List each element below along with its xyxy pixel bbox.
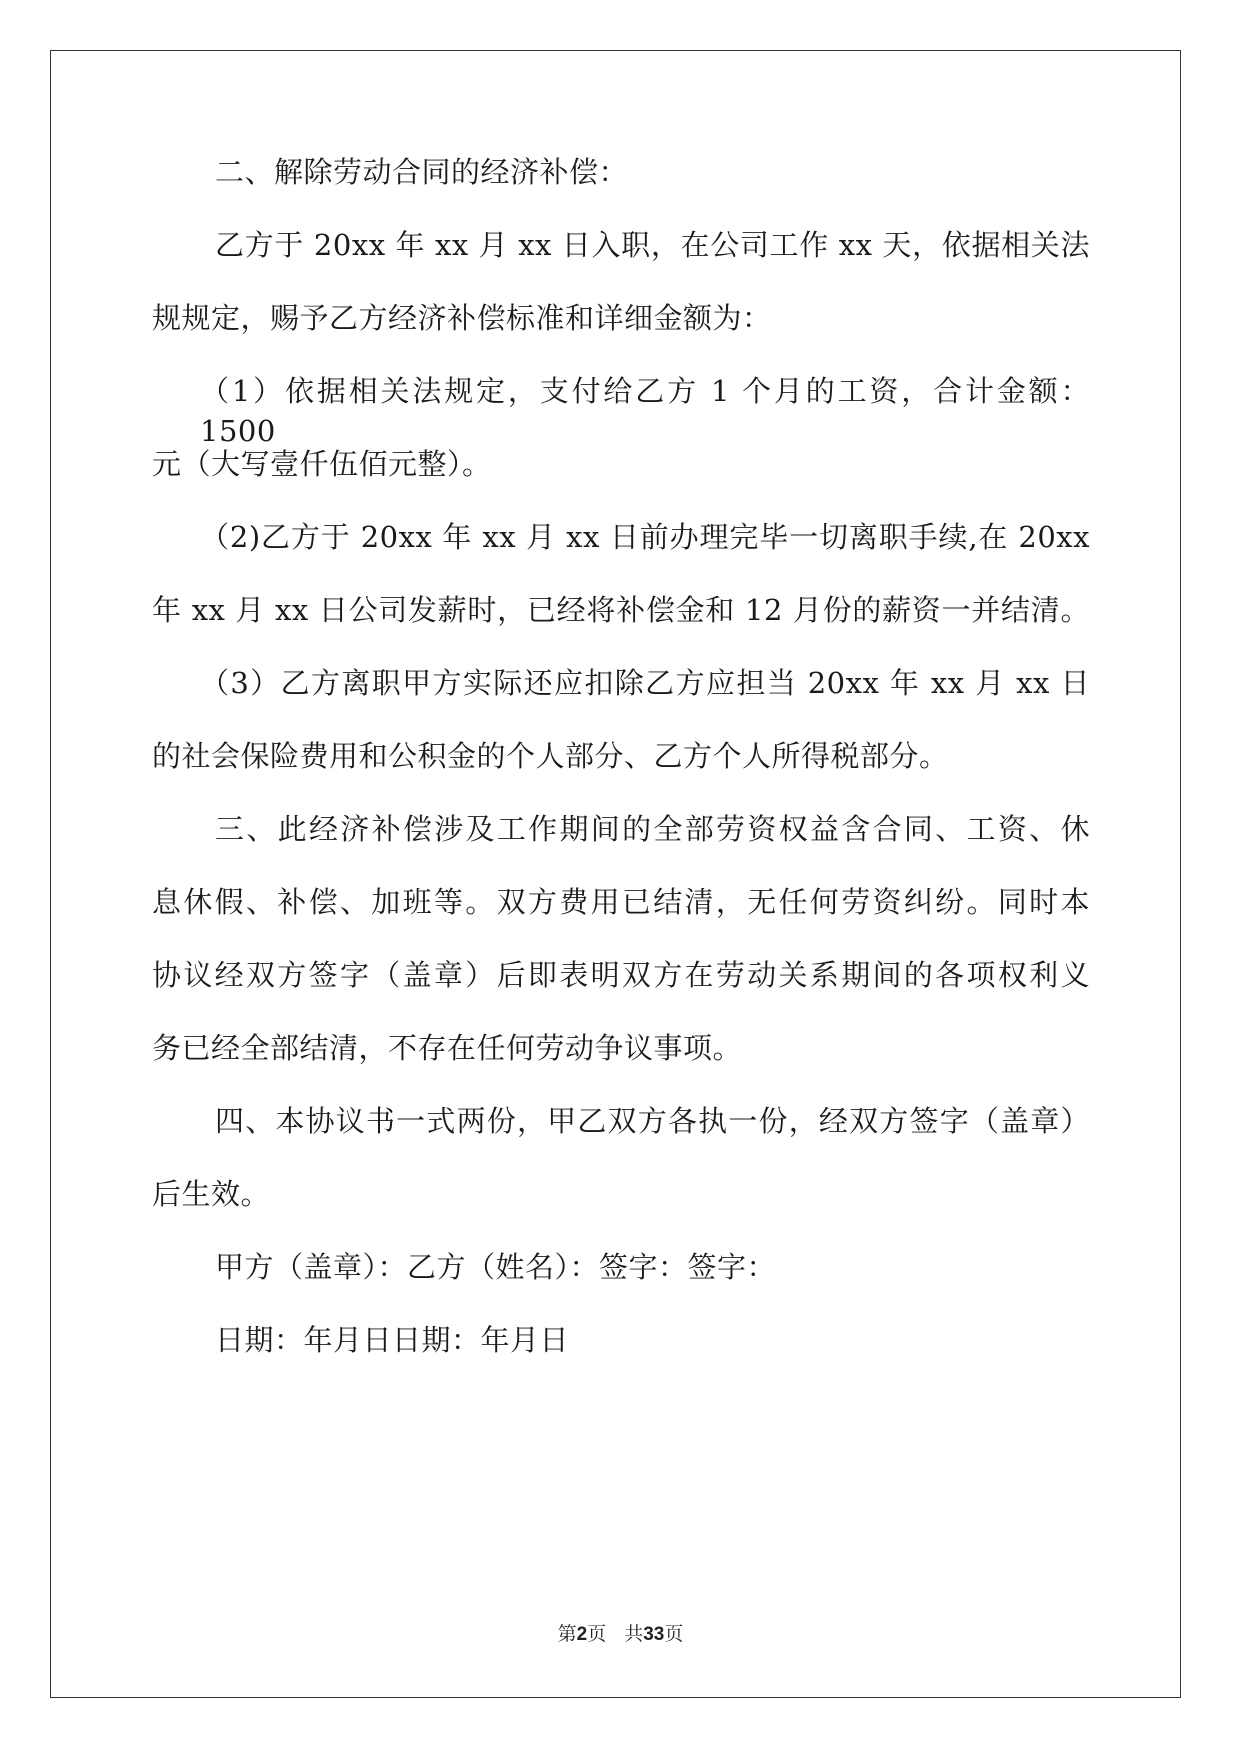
page-number: 2 (576, 1624, 588, 1645)
paragraph-line: 规规定，赐予乙方经济补偿标准和详细金额为： (152, 301, 772, 335)
section-2-heading: 二、解除劳动合同的经济补偿： (215, 155, 629, 189)
paragraph-line: 务已经全部结清，不存在任何劳动争议事项。 (152, 1031, 743, 1065)
paragraph-line: 协议经双方签字（盖章）后即表明双方在劳动关系期间的各项权利义 (152, 958, 1090, 992)
date-line: 日期：年月日日期：年月日 (215, 1323, 570, 1357)
page-suffix: 页 (587, 1623, 607, 1645)
item-3-line: （3）乙方离职甲方实际还应扣除乙方应担当 20xx 年 xx 月 xx 日 (200, 666, 1090, 700)
total-suffix: 页 (664, 1623, 684, 1645)
item-1-line: （1）依据相关法规定，支付给乙方 1 个月的工资，合计金额：1500 (200, 374, 1090, 448)
item-1-continuation: 元（大写壹仟伍佰元整）。 (152, 447, 492, 481)
paragraph-line: 后生效。 (152, 1177, 271, 1211)
item-2-line: （2)乙方于 20xx 年 xx 月 xx 日前办理完毕一切离职手续,在 20xx (200, 520, 1090, 554)
total-prefix: 共 (624, 1623, 644, 1645)
section-3-line: 三、此经济补偿涉及工作期间的全部劳资权益含合同、工资、休 (215, 812, 1090, 846)
paragraph-line: 乙方于 20xx 年 xx 月 xx 日入职，在公司工作 xx 天，依据相关法 (215, 228, 1090, 262)
item-3-continuation: 的社会保险费用和公积金的个人部分、乙方个人所得税部分。 (152, 739, 949, 773)
section-4-line: 四、本协议书一式两份，甲乙双方各执一份，经双方签字（盖章） (215, 1104, 1090, 1138)
total-pages: 33 (643, 1624, 665, 1645)
signature-line: 甲方（盖章）：乙方（姓名）：签字：签字： (215, 1250, 777, 1284)
page-prefix: 第 (557, 1623, 577, 1645)
page-footer (0, 1622, 1241, 1647)
item-2-continuation: 年 xx 月 xx 日公司发薪时，已经将补偿金和 12 月份的薪资一并结清。 (152, 593, 1090, 627)
paragraph-line: 息休假、补偿、加班等。双方费用已结清，无任何劳资纠纷。同时本 (152, 885, 1090, 919)
